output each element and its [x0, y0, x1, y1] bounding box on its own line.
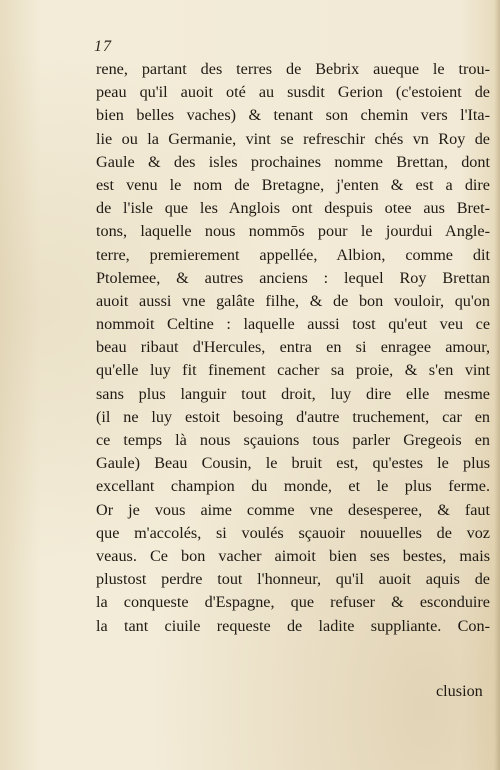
text-line: plustost perdre tout l'honneur, qu'il auoit aquis de	[96, 570, 490, 589]
text-line: la tant ciuile requeste de ladite suppliante. Con-	[96, 616, 490, 635]
text-line: veaus. Ce bon vacher aimoit bien ses bestes, mais	[96, 546, 490, 565]
text-line: (il ne luy estoit besoing d'autre truchement, car en	[96, 407, 490, 426]
catchword: clusion	[436, 682, 483, 700]
text-line: peau qu'il auoit oté au susdit Gerion (c'estoient de	[96, 83, 490, 102]
page-number: 17	[94, 38, 112, 55]
text-line: sans plus languir tout droit, luy dire elle mesme	[96, 384, 490, 403]
text-line: rene, partant des terres de Bebrix aueque le trou-	[96, 60, 490, 78]
text-line: Ptolemee, & autres anciens : lequel Roy Brettan	[96, 268, 490, 287]
page-edge-shadow	[494, 0, 500, 770]
text-line: la conqueste d'Espagne, que refuser & esconduire	[96, 593, 490, 612]
text-line: lie ou la Germanie, vint se refreschir chés vn Roy de	[96, 129, 490, 148]
text-line: de l'isle que les Anglois ont despuis otee aus Bret-	[96, 199, 490, 218]
text-line: excellant champion du monde, et le plus ferme.	[96, 477, 490, 496]
text-line: auoit aussi vne galâte filhe, & de bon vouloir, qu'on	[96, 291, 490, 310]
text-line: est venu le nom de Bretagne, j'enten & est a dire	[96, 175, 490, 194]
text-line: Gaule & des isles prochaines nomme Brettan, dont	[96, 152, 490, 171]
text-line: nommoit Celtine : laquelle aussi tost qu'eut veu ce	[96, 315, 490, 334]
text-line: Gaule) Beau Cousin, le bruit est, qu'estes le plus	[96, 454, 490, 473]
text-line: terre, premierement appellée, Albion, comme dit	[96, 245, 490, 264]
text-line: Or je vous aime comme vne desesperee, & faut	[96, 500, 490, 519]
text-line: bien belles vaches) & tenant son chemin vers l'Ita-	[96, 106, 490, 125]
text-line: qu'elle luy fit finement cacher sa proie, & s'en vint	[96, 361, 490, 380]
text-line: que m'accolés, si voulés sçauoir nouuelles de voz	[96, 523, 490, 542]
text-line: tons, laquelle nous nommōs pour le jourdui Angle-	[96, 222, 490, 241]
text-line: ce temps là nous sçauions tous parler Gregeois en	[96, 431, 490, 449]
body-text	[96, 58, 490, 638]
text-line: beau ribaut d'Hercules, entra en si enragee amour,	[96, 338, 490, 357]
